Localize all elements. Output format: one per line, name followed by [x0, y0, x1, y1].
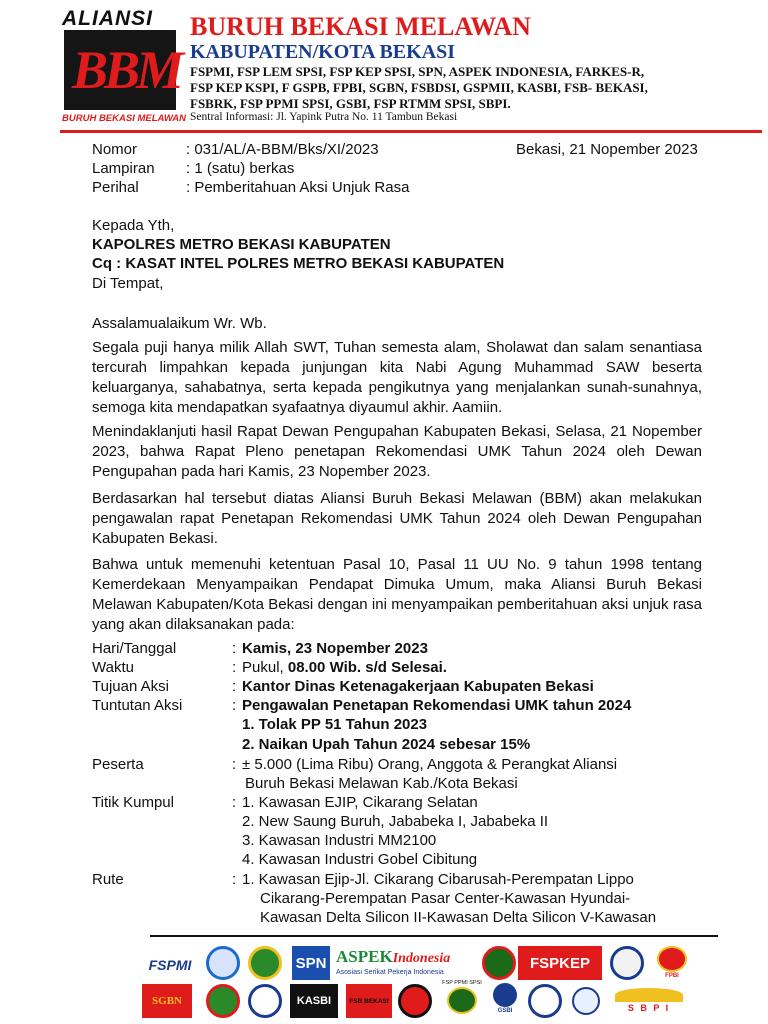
union-emblem-icon: [398, 984, 432, 1018]
member-line: FSP KEP KSPI, F GSPB, FPBI, SGBN, FSBDSI, GSPMII, KASBI, FSB- BEKASI,: [190, 80, 648, 95]
aspek-title: [336, 948, 450, 968]
tujuan-label: Tujuan Aksi: [92, 678, 169, 695]
colon: :: [232, 659, 237, 676]
letterhead-subtitle: KABUPATEN/KOTA BEKASI: [190, 41, 456, 63]
letterhead-divider: [60, 130, 762, 133]
salutation: Assalamualaikum Wr. Wb.: [92, 315, 267, 332]
paragraph-4: Bahwa untuk memenuhi ketentuan Pasal 10, Pasal 11 UU No. 9 tahun 1998 tentang Kemerdekaan Menyampaikan Pendapat Dimuka Umum, maka Aliansi Buruh Bekasi Melawan Kabupaten/Kota Bekasi dengan ini menyampaikan pemberitahuan aksi unjuk rasa yang akan dilaksanakan pada:: [92, 556, 702, 633]
fsp-ppmi-logo: [440, 980, 484, 1014]
fspmi-logo: FSPMI: [148, 957, 192, 973]
peserta-line: ± 5.000 (Lima Ribu) Orang, Anggota & Perangkat Aliansi: [242, 756, 618, 773]
rute-line: 1. Kawasan Ejip-Jl. Cikarang Cibarusah-Perempatan Lippo: [242, 871, 634, 888]
paragraph-3: Berdasarkan hal tersebut diatas Aliansi Buruh Bekasi Melawan (BBM) akan melakukan pengawalan rapat Penetapan Rekomendasi UMK Tahun 2024 oleh Dewan Pengupahan Kabupaten Bekasi.: [92, 490, 702, 547]
hari-value: Kamis, 23 Nopember 2023: [242, 640, 428, 657]
peserta-line: Buruh Bekasi Melawan Kab./Kota Bekasi: [245, 775, 518, 792]
lampiran-label: Lampiran: [92, 160, 155, 177]
union-emblem-icon: [206, 946, 240, 980]
nomor-value: : 031/AL/A-BBM/Bks/XI/2023: [186, 141, 379, 158]
recipient-cq: Cq : KASAT INTEL POLRES METRO BEKASI KABUPATEN: [92, 255, 505, 272]
fpbi-logo: [652, 946, 692, 980]
titik-item: 4. Kawasan Industri Gobel Cibitung: [242, 851, 478, 868]
waktu-value: 08.00 Wib. s/d Selesai.: [287, 659, 447, 676]
member-line: FSPMI, FSP LEM SPSI, FSP KEP SPSI, SPN, ASPEK INDONESIA, FARKES-R,: [190, 64, 645, 79]
kasbi-logo: KASBI: [290, 984, 338, 1018]
member-line: FSBRK, FSP PPMI SPSI, GSBI, FSP RTMM SPSI, SBPI.: [190, 96, 511, 111]
paragraph-2: Menindaklanjuti hasil Rapat Dewan Pengupahan Kabupaten Bekasi, Selasa, 21 Nopember 2023, bahwa Rapat Pleno penetapan Rekomendasi UMK Tahun 2024 oleh Dewan Pengupahan pada hari Kamis, 23 Nopember 2023.: [92, 423, 702, 480]
paragraph-1: Segala puji hanya milik Allah SWT, Tuhan semesta alam, Sholawat dan salam senantiasa tercurah limpahkan kepada junjungan kita Nabi Agung Muhammad SAW beserta keluarganya, sahabatnya, serta kepada pengikutnya yang menjalankan sunah-sunahnya, semoga kita mendapatkan syafaatnya diyaumul akhir. Aamiin.: [92, 339, 702, 416]
hari-label: Hari/Tanggal: [92, 640, 177, 657]
bbm-logo: [62, 7, 187, 126]
peserta-label: Peserta: [92, 756, 144, 773]
titik-item: 2. New Saung Buruh, Jababeka I, Jababeka II: [242, 813, 549, 830]
sbpi-emblem-icon: [615, 988, 683, 1002]
union-emblem-icon: [610, 946, 644, 980]
nomor-label: Nomor: [92, 141, 138, 158]
logo-aliansi-text: ALIANSI: [62, 7, 153, 30]
titik-item: 3. Kawasan Industri MM2100: [242, 832, 437, 849]
colon: :: [232, 871, 237, 888]
aspek-word: ASPEK: [336, 947, 393, 966]
rute-label: Rute: [92, 871, 124, 888]
union-emblem-icon: [206, 984, 240, 1018]
colon: :: [232, 678, 237, 695]
sbpi-logo: [612, 984, 686, 1018]
union-emblem-icon: [248, 946, 282, 980]
waktu-prefix: Pukul,: [242, 659, 288, 676]
letterhead-title: BURUH BEKASI MELAWAN: [190, 12, 531, 41]
waktu-label: Waktu: [92, 659, 134, 676]
colon: :: [232, 640, 237, 657]
tuntutan-item: 2. Naikan Upah Tahun 2024 sebesar 15%: [242, 736, 531, 753]
letterhead-member-unions: [190, 64, 760, 112]
fpbi-emblem-icon: [657, 946, 687, 972]
colon: :: [232, 756, 237, 773]
titik-label: Titik Kumpul: [92, 794, 174, 811]
gspb-emblem-icon: [572, 987, 600, 1015]
aspek-indonesia-word: Indonesia: [392, 951, 451, 966]
union-emblem-icon: [248, 984, 282, 1018]
tuntutan-value: Pengawalan Penetapan Rekomendasi UMK tahun 2024: [242, 697, 632, 714]
gsbi-logo: [490, 982, 520, 1016]
recipient-place: Di Tempat,: [92, 275, 164, 292]
titik-item: 1. Kawasan EJIP, Cikarang Selatan: [242, 794, 478, 811]
tuntutan-label: Tuntutan Aksi: [92, 697, 183, 714]
perihal-label: Perihal: [92, 179, 139, 196]
footer-divider: [150, 935, 718, 937]
letterhead-address: Sentral Informasi: Jl. Yapink Putra No. 11 Tambun Bekasi: [190, 111, 458, 123]
spn-logo: SPN: [292, 946, 330, 980]
recipient-greeting: Kepada Yth,: [92, 217, 175, 234]
rute-line: Kawasan Delta Silicon II-Kawasan Delta Silicon V-Kawasan: [260, 909, 657, 926]
recipient-name: KAPOLRES METRO BEKASI KABUPATEN: [92, 236, 391, 253]
waktu-value-line: [242, 658, 447, 678]
logo-bbm-mark: BBM: [72, 40, 181, 100]
sgbn-logo: SGBN: [142, 984, 192, 1018]
gsbi-text: GSBI: [497, 1008, 513, 1014]
union-emblem-icon: [482, 946, 516, 980]
place-date: Bekasi, 21 Nopember 2023: [516, 141, 698, 158]
logo-mark-box: [64, 30, 181, 110]
fpbi-text: FPBI: [665, 973, 679, 979]
gspb-logo: [570, 984, 602, 1018]
aspek-indonesia-logo: [336, 946, 476, 980]
fsb-bekasi-logo: FSB BEKASI: [346, 984, 392, 1018]
fspkep-logo: FSPKEP: [518, 946, 602, 980]
colon: :: [232, 794, 237, 811]
perihal-value: : Pemberitahuan Aksi Unjuk Rasa: [186, 179, 410, 196]
lampiran-value: : 1 (satu) berkas: [186, 160, 295, 177]
union-emblem-icon: [528, 984, 562, 1018]
tuntutan-item: 1. Tolak PP 51 Tahun 2023: [242, 716, 428, 733]
fsp-ppmi-emblem-icon: [447, 987, 477, 1014]
tujuan-value: Kantor Dinas Ketenagakerjaan Kabupaten Bekasi: [242, 678, 594, 695]
colon: :: [232, 697, 237, 714]
rute-line: Cikarang-Perempatan Pasar Center-Kawasan Hyundai-: [260, 890, 631, 907]
gsbi-emblem-icon: [493, 983, 517, 1007]
fsp-ppmi-text: FSP PPMI SPSI: [442, 980, 482, 986]
aspek-subtitle: Asosiasi Serikat Pekerja Indonesia: [336, 969, 444, 976]
logo-bottom-text: BURUH BEKASI MELAWAN: [62, 113, 187, 124]
sbpi-text: S B P I: [627, 1003, 671, 1013]
